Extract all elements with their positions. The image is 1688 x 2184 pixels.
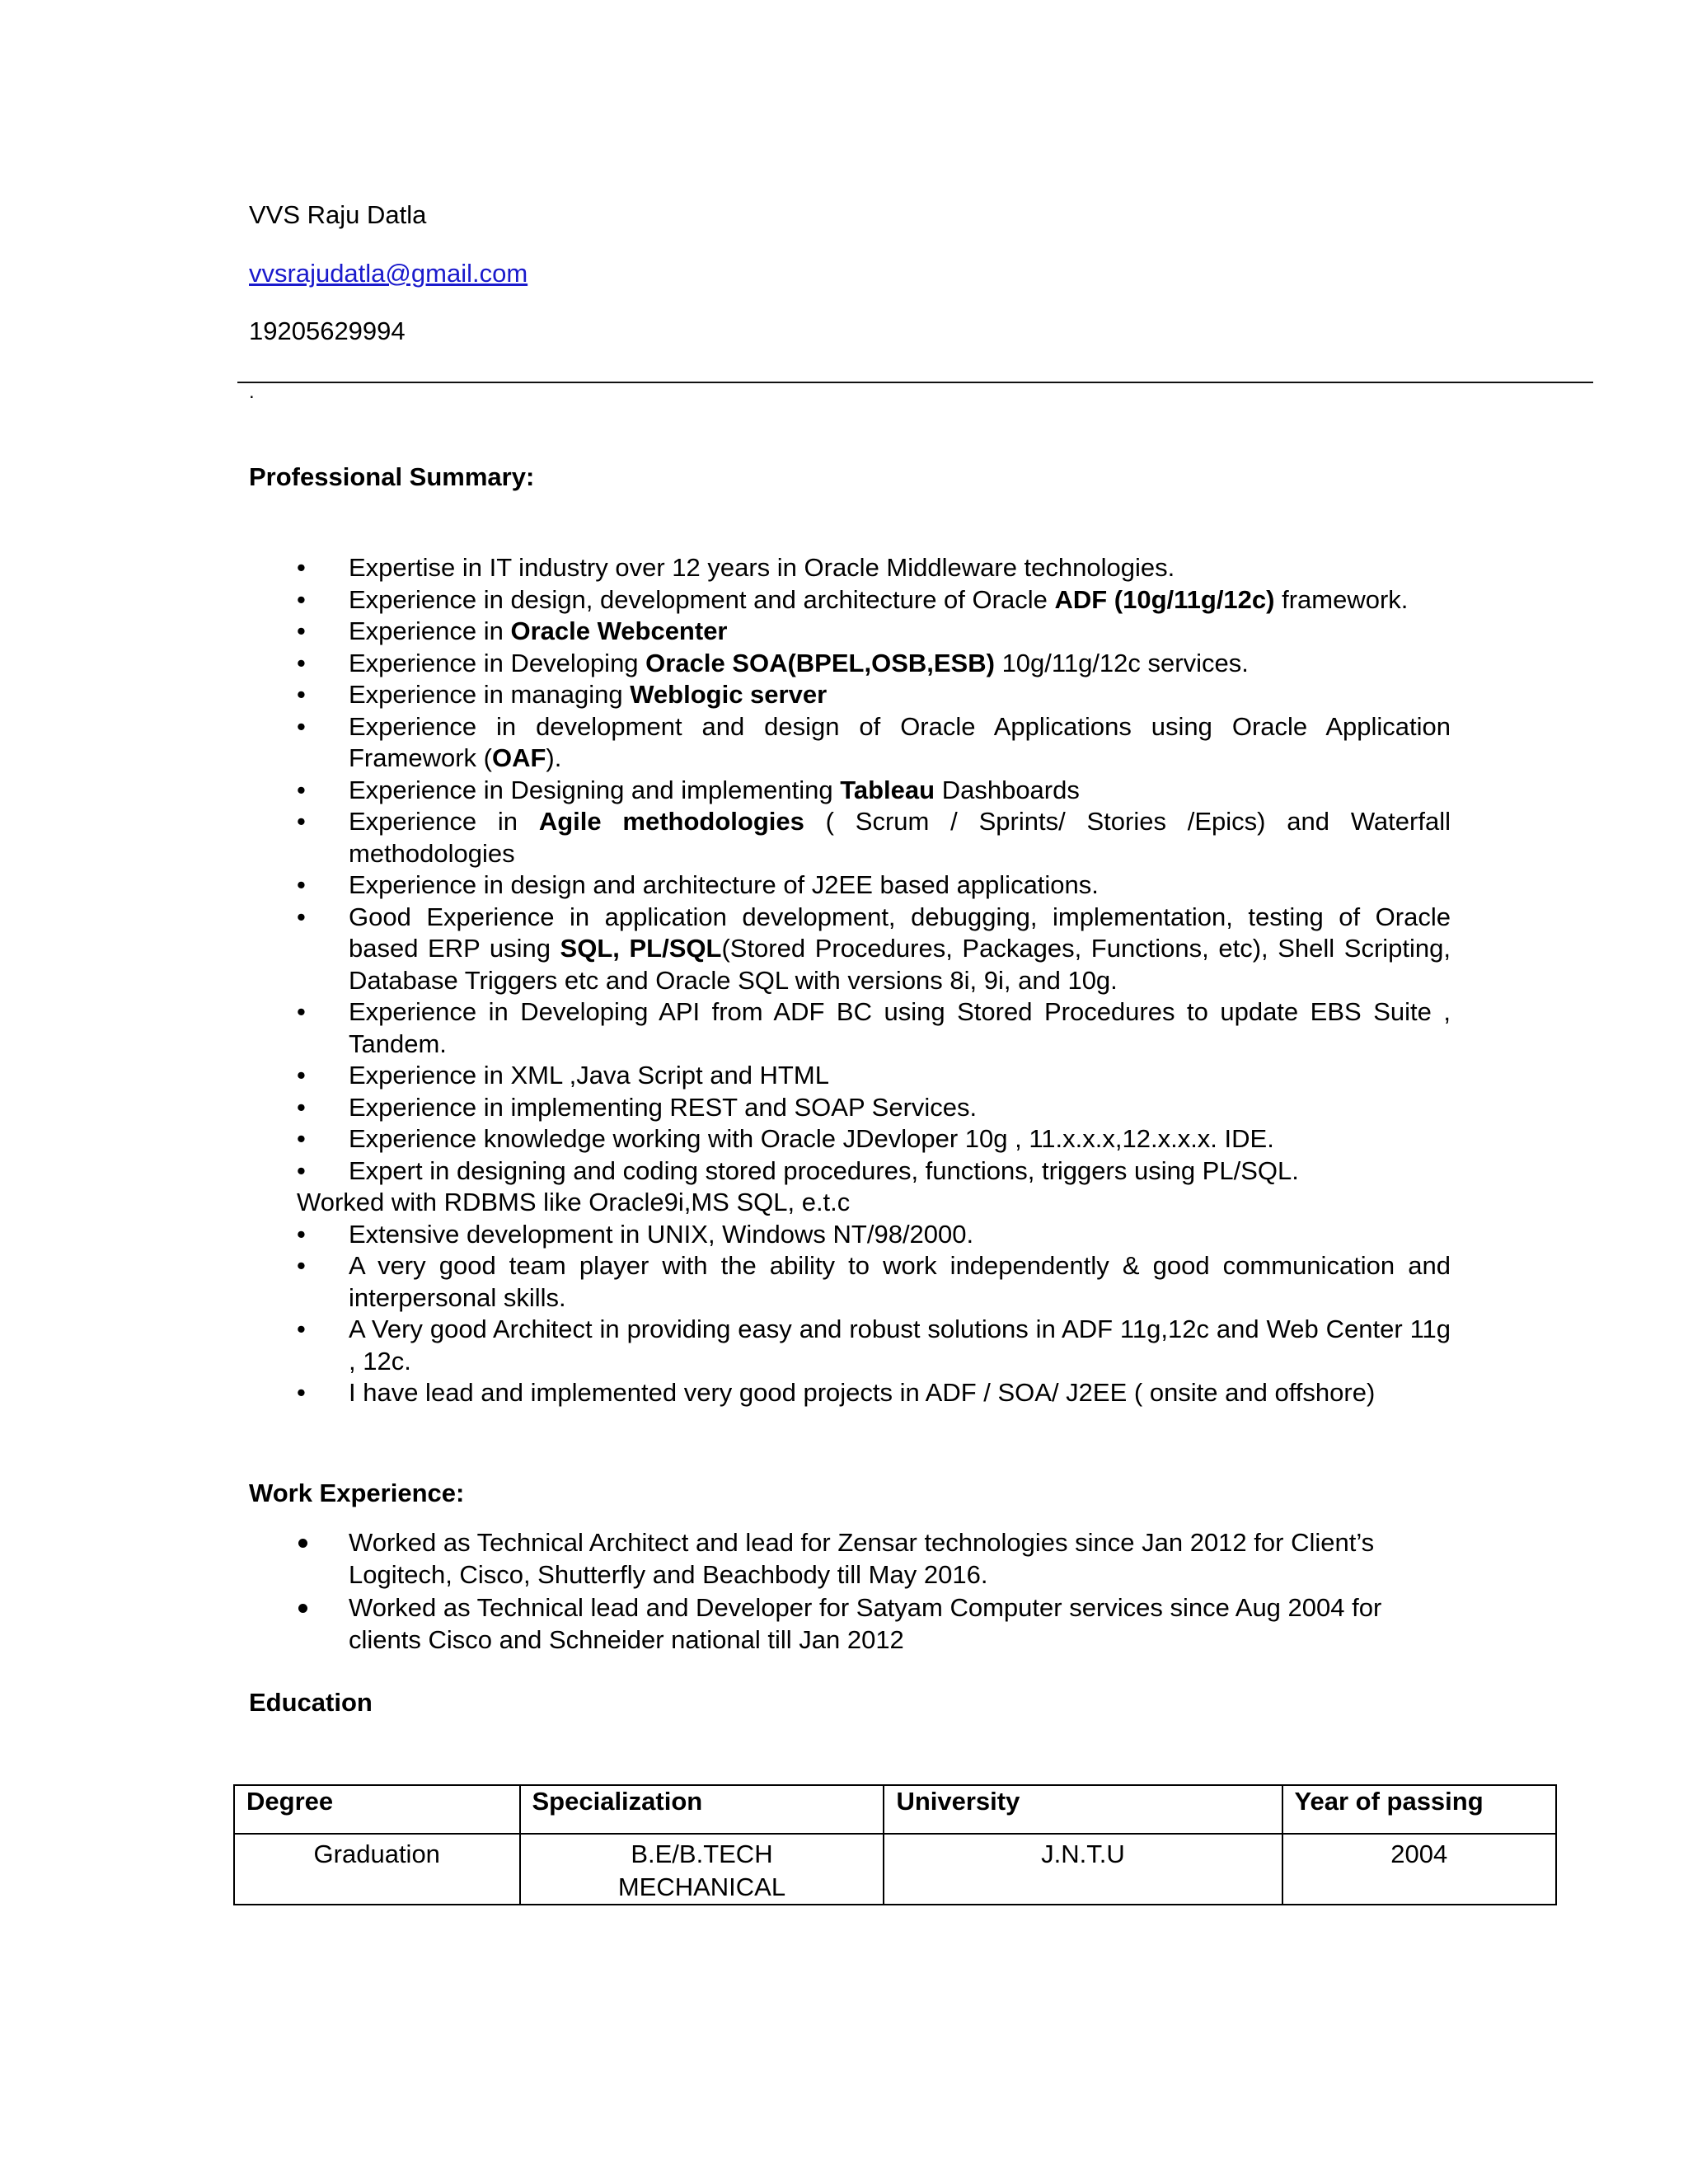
- candidate-name: VVS Raju Datla: [249, 200, 427, 229]
- bullet-icon: •: [297, 680, 306, 709]
- summary-item-text: [349, 1377, 1451, 1409]
- bullet-icon: •: [297, 997, 306, 1026]
- text-run: Experience in design, development and architecture of Oracle: [349, 584, 1055, 614]
- bullet-icon: •: [297, 1315, 306, 1343]
- professional-summary-list: [297, 552, 1451, 1409]
- bullet-icon: •: [297, 1251, 306, 1280]
- work-item-text: Worked as Technical Architect and lead for Zensar technologies since Jan 2012 for Client’s Logitech, Cisco, Shutterfly and Beachbody till May 2016.: [349, 1528, 1375, 1589]
- text-run: Experience in Designing and implementing: [349, 775, 841, 804]
- summary-item-text: [349, 1123, 1451, 1155]
- text-run: Good Experience in application development, debugging, implementation, testing of Oracle based ERP using: [349, 902, 1451, 963]
- summary-item: [297, 1219, 1451, 1251]
- summary-item-text: [297, 1187, 1451, 1219]
- col-header-degree: Degree: [234, 1785, 520, 1834]
- text-run: I have lead and implemented very good projects in ADF / SOA/ J2EE ( onsite and offshore): [349, 1378, 1376, 1407]
- separator-dot: .: [249, 381, 255, 403]
- summary-item-text: [349, 1219, 1451, 1251]
- summary-item: [297, 1187, 1451, 1219]
- summary-item: [297, 648, 1451, 680]
- summary-item: [297, 1377, 1451, 1409]
- work-experience-list: [297, 1526, 1451, 1657]
- text-run: Experience in XML ,Java Script and HTML: [349, 1061, 829, 1090]
- summary-item: [297, 1155, 1451, 1188]
- cell-year: 2004: [1282, 1834, 1556, 1905]
- text-run: Experience in: [349, 616, 511, 645]
- text-run: 10g/11g/12c services.: [994, 648, 1249, 677]
- work-experience-heading: Work Experience:: [249, 1479, 465, 1507]
- cell-university: J.N.T.U: [884, 1834, 1282, 1905]
- text-run: ( Scrum / Sprints/ Stories /Epics) and Waterfall methodologies: [349, 807, 1451, 868]
- bullet-icon: •: [297, 902, 306, 931]
- summary-item-text: [349, 1155, 1451, 1188]
- text-run: Worked with RDBMS like Oracle9i,MS SQL, e.t.c: [297, 1188, 851, 1216]
- summary-item: [297, 616, 1451, 648]
- summary-item-text: [349, 1060, 1451, 1092]
- text-run: Experience in implementing REST and SOAP Services.: [349, 1092, 978, 1122]
- bullet-icon: •: [297, 1155, 306, 1185]
- professional-summary-heading: Professional Summary:: [249, 462, 535, 491]
- text-run: A Very good Architect in providing easy and robust solutions in ADF 11g,12c and Web Center 11g , 12c.: [349, 1315, 1451, 1376]
- summary-item: [297, 1314, 1451, 1377]
- education-table: [233, 1784, 1557, 1905]
- summary-item: [297, 711, 1451, 775]
- text-run: Experience in Developing API from ADF BC using Stored Procedures to update EBS Suite , Tandem.: [349, 997, 1451, 1058]
- phone-number: 19205629994: [249, 316, 406, 345]
- summary-item-text: [349, 1092, 1451, 1124]
- text-run: Experience in design and architecture of J2EE based applications.: [349, 870, 1099, 899]
- bullet-icon: •: [297, 1219, 306, 1249]
- summary-item: [297, 679, 1451, 711]
- bold-term: Oracle Webcenter: [510, 616, 728, 645]
- bullet-icon: •: [297, 1061, 306, 1090]
- summary-item-text: [349, 869, 1451, 902]
- summary-item-text: [349, 552, 1451, 584]
- text-run: Extensive development in UNIX, Windows NT/98/2000.: [349, 1219, 974, 1249]
- summary-item-text: [349, 1250, 1451, 1314]
- text-run: Expert in designing and coding stored procedures, functions, triggers using PL/SQL.: [349, 1155, 1299, 1185]
- bold-term: Oracle SOA(BPEL,OSB,ESB): [645, 648, 995, 677]
- bullet-icon: •: [297, 1092, 306, 1122]
- bullet-icon: [298, 1604, 307, 1613]
- bullet-icon: •: [297, 775, 306, 804]
- bold-term: OAF: [491, 743, 546, 772]
- work-item: [297, 1591, 1451, 1656]
- bullet-icon: [298, 1539, 307, 1548]
- bold-term: Tableau: [840, 775, 935, 804]
- summary-item: [297, 1060, 1451, 1092]
- text-run: Experience in managing: [349, 680, 631, 709]
- summary-item-text: [349, 775, 1451, 807]
- text-run: Experience in: [349, 807, 539, 836]
- summary-item: [297, 806, 1451, 869]
- text-run: framework.: [1274, 584, 1409, 614]
- summary-item: [297, 775, 1451, 807]
- bold-term: SQL, PL/SQL: [560, 934, 722, 963]
- summary-item: [297, 552, 1451, 584]
- bold-term: Weblogic server: [630, 680, 828, 709]
- bullet-icon: •: [297, 1124, 306, 1153]
- summary-item-text: [349, 584, 1451, 616]
- summary-item-text: [349, 996, 1451, 1060]
- summary-item-text: [349, 1314, 1451, 1377]
- text-run: Dashboards: [935, 775, 1080, 804]
- bullet-icon: •: [297, 711, 306, 741]
- text-run: Expertise in IT industry over 12 years in Oracle Middleware technologies.: [349, 553, 1175, 582]
- cell-specialization: B.E/B.TECH MECHANICAL: [520, 1834, 884, 1905]
- summary-item: [297, 869, 1451, 902]
- education-heading: Education: [249, 1688, 373, 1717]
- bullet-icon: •: [297, 807, 306, 836]
- bold-term: ADF (10g/11g/12c): [1054, 584, 1275, 614]
- bold-term: Agile methodologies: [538, 807, 804, 836]
- bullet-icon: •: [297, 584, 306, 614]
- text-run: A very good team player with the ability to work independently & good communication and interpersonal skills.: [349, 1251, 1451, 1312]
- bullet-icon: •: [297, 553, 306, 582]
- summary-item-text: [349, 902, 1451, 997]
- summary-item-text: [349, 711, 1451, 775]
- summary-item: [297, 902, 1451, 997]
- email-link[interactable]: vvsrajudatla@gmail.com: [249, 259, 528, 288]
- work-item-text: Worked as Technical lead and Developer for Satyam Computer services since Aug 2004 for clients Cisco and Schneider national till Jan 2012: [349, 1593, 1382, 1654]
- header-divider: [237, 382, 1593, 383]
- text-run: ).: [546, 743, 562, 772]
- text-run: Experience knowledge working with Oracle JDevloper 10g , 11.x.x.x,12.x.x.x. IDE.: [349, 1124, 1274, 1153]
- text-run: Experience in development and design of Oracle Applications using Oracle Application Framework (: [349, 711, 1451, 772]
- summary-item-text: [349, 806, 1451, 869]
- education-header-row: [234, 1785, 1556, 1834]
- summary-item: [297, 1250, 1451, 1314]
- cell-degree: Graduation: [234, 1834, 520, 1905]
- col-header-university: University: [884, 1785, 1282, 1834]
- summary-item: [297, 1123, 1451, 1155]
- summary-item-text: [349, 616, 1451, 648]
- bullet-icon: •: [297, 870, 306, 899]
- text-run: (Stored Procedures, Packages, Functions, etc), Shell Scripting, Database Triggers etc and Oracle SQL with versions 8i, 9i, and 10g.: [349, 934, 1451, 995]
- summary-item: [297, 1092, 1451, 1124]
- bullet-icon: •: [297, 616, 306, 645]
- text-run: Experience in Developing: [349, 648, 646, 677]
- col-header-specialization: Specialization: [520, 1785, 884, 1834]
- bullet-icon: •: [297, 1378, 306, 1407]
- bullet-icon: •: [297, 648, 306, 677]
- summary-item-text: [349, 648, 1451, 680]
- col-header-year: Year of passing: [1282, 1785, 1556, 1834]
- summary-item: [297, 996, 1451, 1060]
- summary-item-text: [349, 679, 1451, 711]
- table-row: [234, 1834, 1556, 1905]
- work-item: [297, 1526, 1451, 1591]
- summary-item: [297, 584, 1451, 616]
